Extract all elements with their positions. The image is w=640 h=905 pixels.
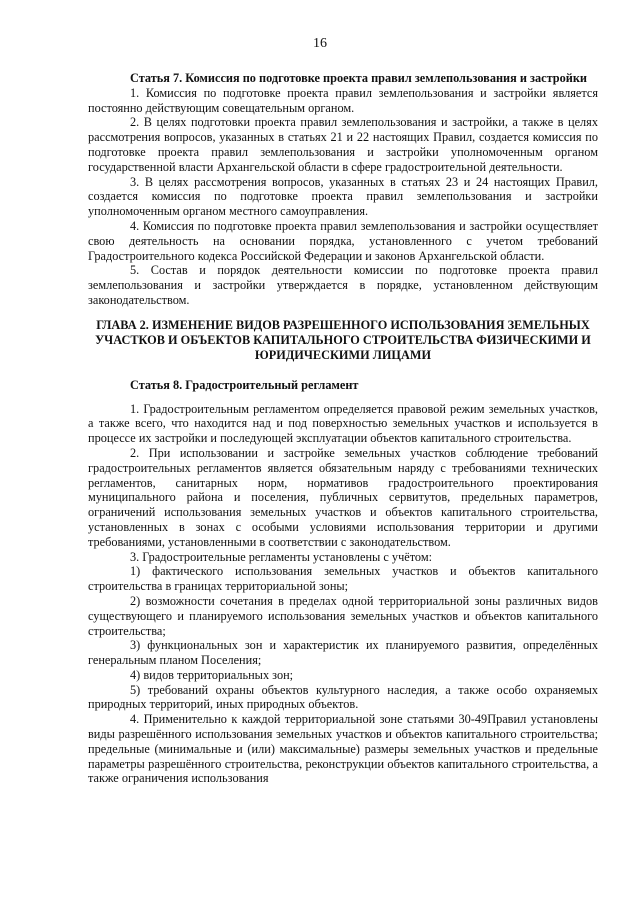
article-8-list-item-3: 3) функциональных зон и характеристик их планируемого развития, определённых генеральным планом Поселения; xyxy=(88,638,598,668)
article-8-list-item-1: 1) фактического использования земельных участков и объектов капитального строительства в границах территориальной зоны; xyxy=(88,564,598,594)
article-8-list-item-5: 5) требований охраны объектов культурного наследия, а также особо охраняемых природных территорий, иных природных объектов. xyxy=(88,682,598,712)
article-8-paragraph-4: 4. Применительно к каждой территориальной зоне статьями 30-49Правил установлены виды разрешённого использования земельных участков и объектов капитального строительства; предельные (минимальные и (или) максимальные) размеры земельных участков и предельные параметры разрешённого строительства, реконструкции объектов капитального строительства, а также ограничения использования xyxy=(88,712,598,786)
article-8-paragraph-3: 3. Градостроительные регламенты установлены с учётом: xyxy=(130,549,433,564)
article-7-paragraph-1: 1. Комиссия по подготовке проекта правил землепользования и застройки является постоянно действующим совещательным органом. xyxy=(88,85,598,115)
article-7-paragraph-4: 4. Комиссия по подготовке проекта правил землепользования и застройки осуществляет свою деятельность на основании порядка, установленного с учетом требований Градостроительного кодекса Российской Федерации и законов Архангельской области. xyxy=(88,218,598,263)
spacer xyxy=(88,393,598,402)
article-7-title: Статья 7. Комиссия по подготовке проекта правил землепользования и застройки xyxy=(130,71,588,85)
article-7-paragraph-5: 5. Состав и порядок деятельности комиссии по подготовке проекта правил землепользования и застройки утверждается в порядке, установленном действующим законодательством. xyxy=(88,263,598,307)
document-body xyxy=(88,71,598,786)
article-7-paragraph-2: 2. В целях подготовки проекта правил землепользования и застройки, а также в целях рассмотрения вопросов, указанных в статьях 21 и 22 настоящих Правил, создается комиссия по подготовке проекта правил землепользования и застройки уполномоченным органом государственной власти Архангельской области в сфере градостроительной деятельности. xyxy=(88,115,598,174)
article-8-list-item-4: 4) видов территориальных зон; xyxy=(130,667,294,682)
article-8-list-item-2: 2) возможности сочетания в пределах одной территориальной зоны различных видов существующего и планируемого использования земельных участков и объектов капитального строительства; xyxy=(88,593,598,638)
article-8-paragraph-2: 2. При использовании и застройке земельных участков соблюдение требований градостроительных регламентов является обязательным наряду с требованиями технических регламентов, санитарных норм, нормативов градостроительного проектирования муниципального района и поселения, публичных сервитутов, предельных параметров, ограничений использования земельных участков и объектов капитального строительства, установленных в зонах с особыми условиями использования территории и другими требованиями, установленными в соответствии с законодательством. xyxy=(88,445,598,549)
chapter-2-title: ГЛАВА 2. ИЗМЕНЕНИЕ ВИДОВ РАЗРЕШЕННОГО ИСПОЛЬЗОВАНИЯ ЗЕМЕЛЬНЫХ УЧАСТКОВ И ОБЪЕКТОВ КАПИТАЛЬНОГО СТРОИТЕЛЬСТВА ФИЗИЧЕСКИМИ И ЮРИДИЧЕСКИМИ ЛИЦАМИ xyxy=(95,317,591,362)
article-7-paragraph-3: 3. В целях рассмотрения вопросов, указанных в статьях 23 и 24 настоящих Правил, создается комиссия по подготовке проекта правил землепользования и застройки уполномоченным органом местного самоуправления. xyxy=(88,174,598,219)
article-8-paragraph-1: 1. Градостроительным регламентом определяется правовой режим земельных участков, а также всего, что находится над и под поверхностью земельных участков и используется в процессе их застройки и последующей эксплуатации объектов капитального строительства. xyxy=(88,401,598,446)
page-number: 16 xyxy=(313,36,327,51)
article-8-title: Статья 8. Градостроительный регламент xyxy=(130,377,359,392)
